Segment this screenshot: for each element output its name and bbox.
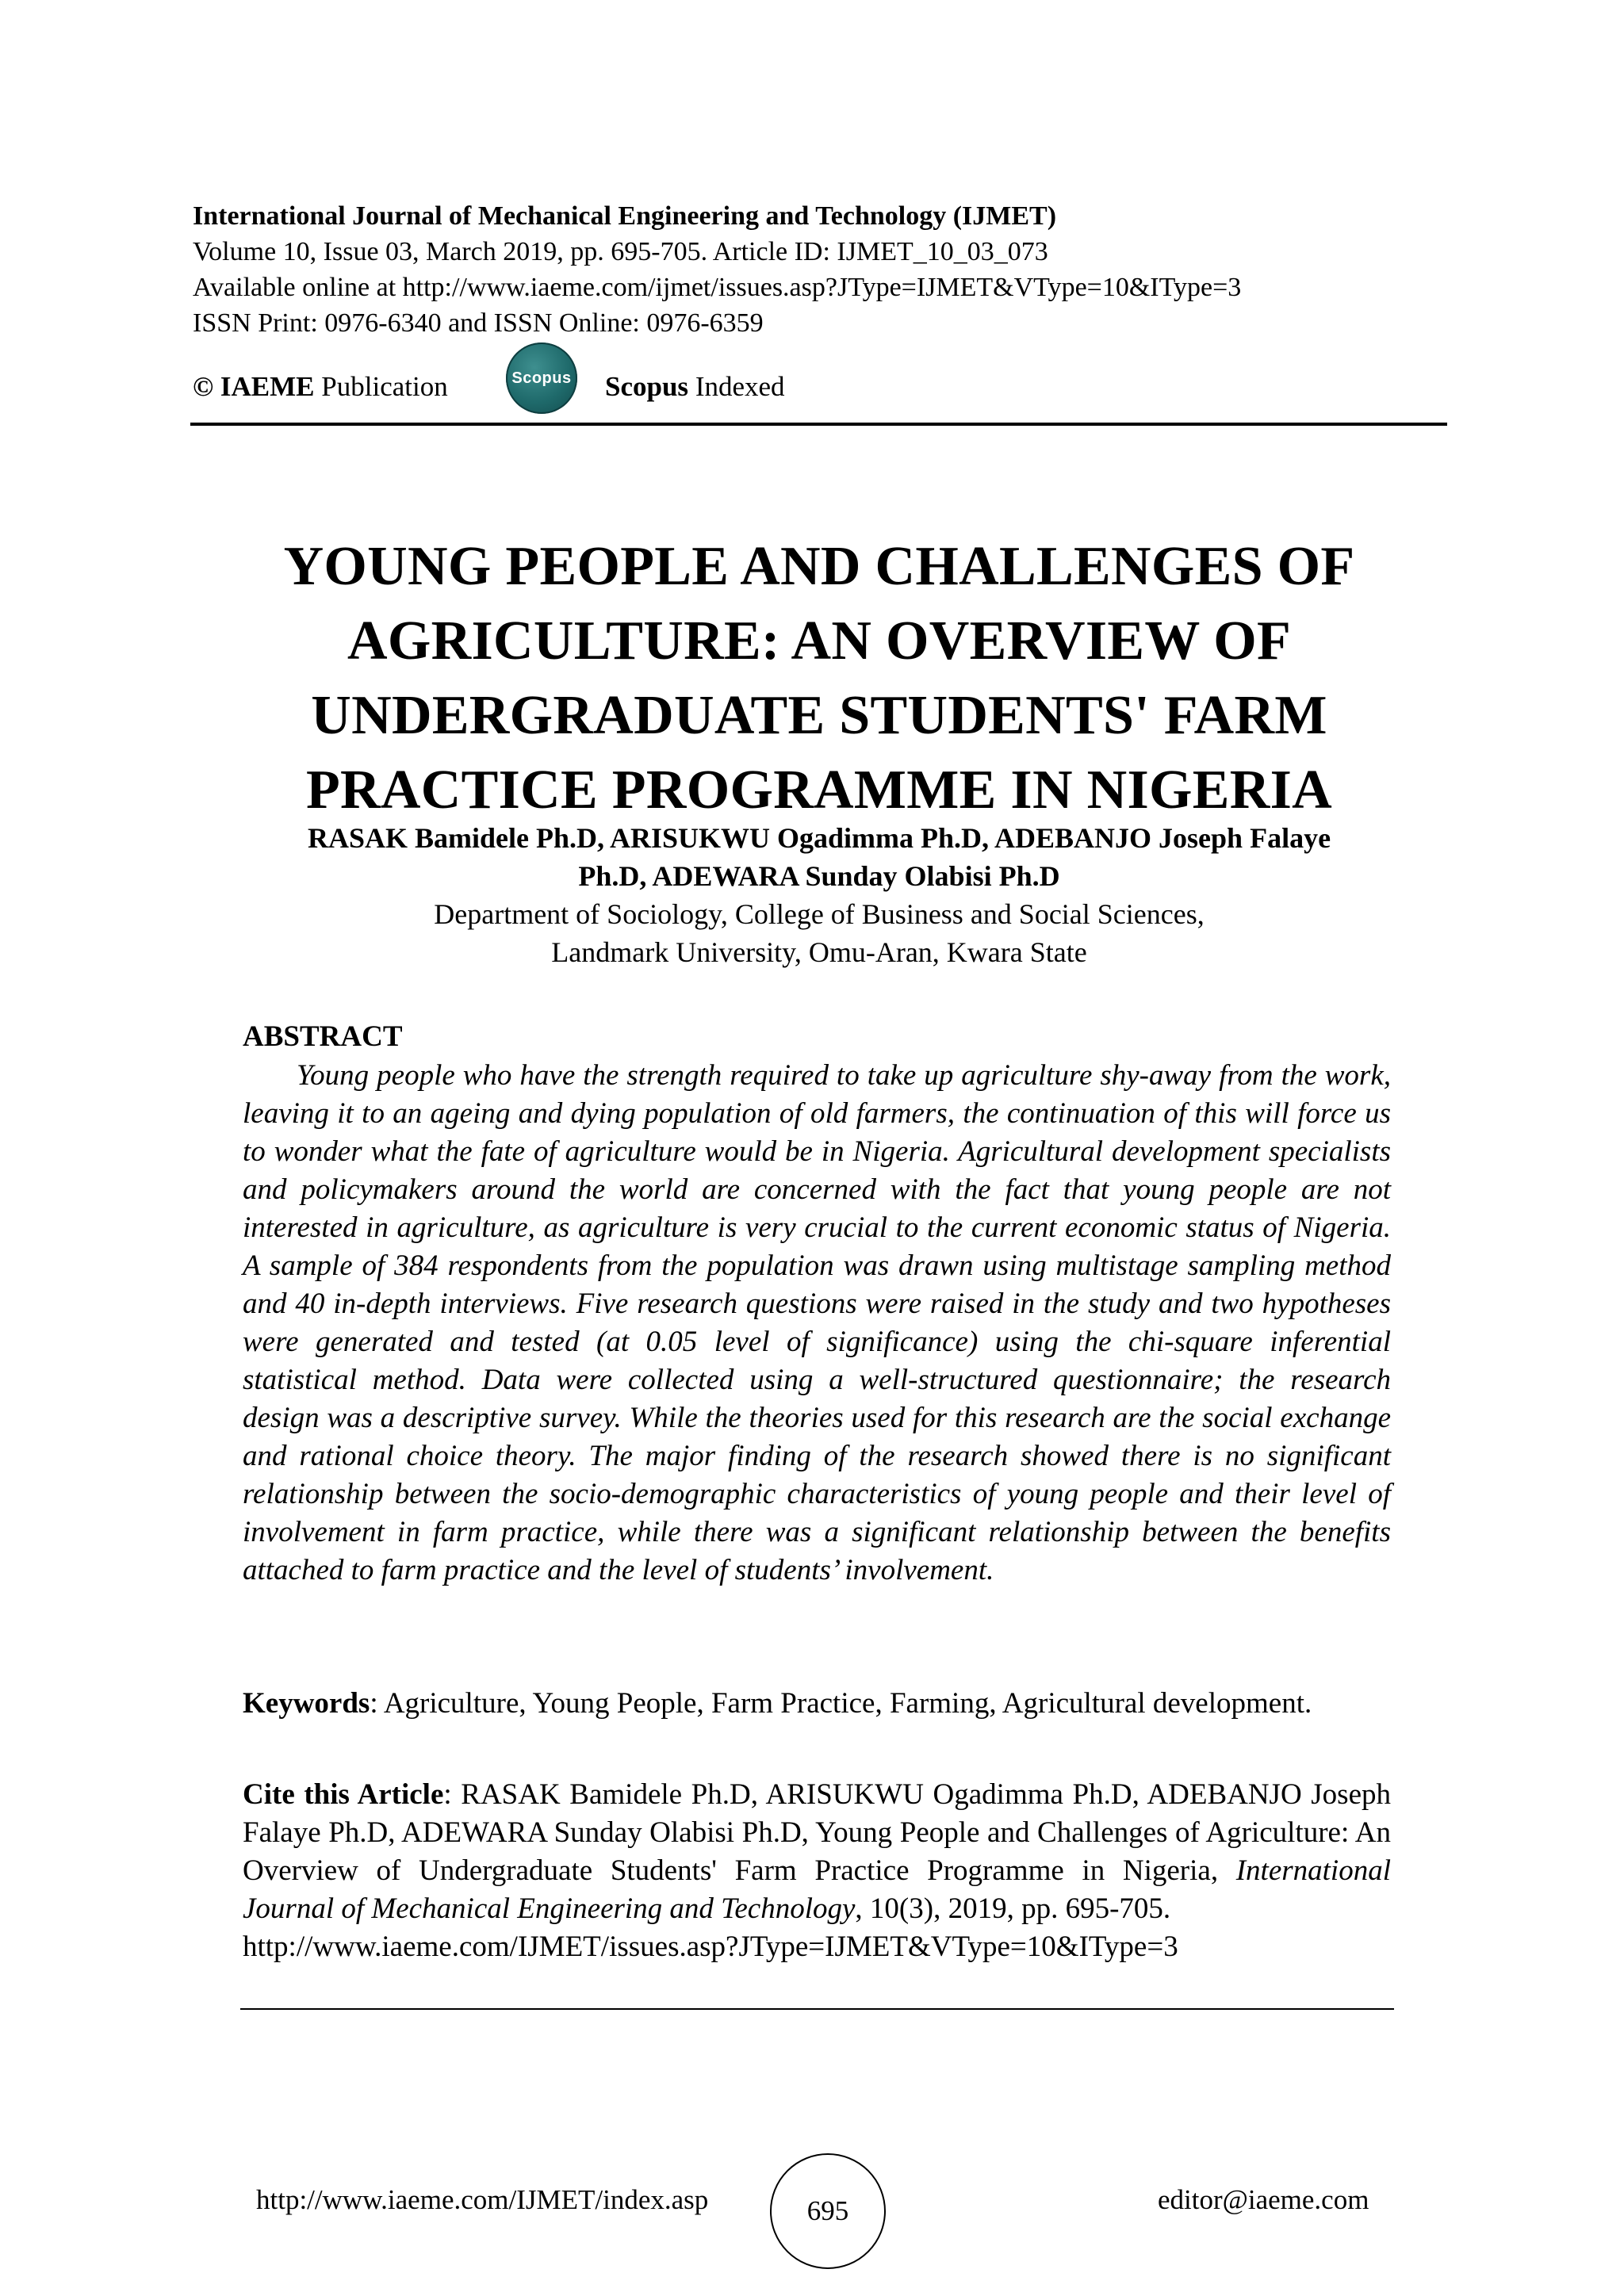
volume-line: Volume 10, Issue 03, March 2019, pp. 695-705. Article ID: IJMET_10_03_073 [193,237,1048,266]
abstract-section [243,1017,1391,1590]
abstract-text: Young people who have the strength required to take up agriculture shy-away from the work, leaving it to an ageing and dying population of old farmers, the continuation of this will force us to wonder what the fate of agriculture would be in Nigeria. Agricultural development specialists and policymakers around the world are concerned with the fact that young people are not interested in agriculture, as agriculture is very crucial to the current economic status of Nigeria. A sample of 384 respondents from the population was drawn using multistage sampling method and 40 in-depth interviews. Five research questions were raised in the study and two hypotheses were generated and tested (at 0.05 level of significance) using the chi-square inferential statistical method. Data were collected using a well-structured questionnaire; the research design was a descriptive survey. While the theories used for this research are the social exchange and rational choice theory. The major finding of the research showed there is no significant relationship between the socio-demographic characteristics of young people and their level of involvement in farm practice, while there was a significant relationship between the benefits attached to farm practice and the level of students’ involvement. [243,1059,1391,1586]
journal-header [193,198,1446,341]
footer-email-link[interactable]: editor@iaeme.com [1158,2184,1369,2215]
scopus-logo-text: Scopus [511,369,572,387]
journal-name: International Journal of Mechanical Engineering and Technology (IJMET) [193,201,1057,231]
header-divider [190,423,1447,426]
title-line-2: AGRICULTURE: AN OVERVIEW OF [347,610,1291,672]
cite-journal: International Journal of Mechanical Engineering and Technology [243,1854,1391,1925]
citation [243,1776,1391,1966]
authors-line-1: RASAK Bamidele Ph.D, ARISUKWU Ogadimma Ph.D, ADEBANJO Joseph Falaye [307,822,1331,854]
page-number: 695 [806,2195,849,2226]
indexed-label: Indexed [695,371,785,402]
author-names [193,819,1446,895]
cite-label: Cite this Article [243,1778,444,1811]
footer-journal-link[interactable]: http://www.iaeme.com/IJMET/index.asp [256,2184,709,2215]
publisher-credit [193,371,448,403]
keywords-label: Keywords [243,1687,370,1720]
scopus-logo-icon [506,342,577,414]
authors-block [193,819,1446,971]
abstract-heading: ABSTRACT [243,1020,403,1053]
scopus-indexed [605,371,785,403]
available-online-line: Available online at http://www.iaeme.com/ijmet/issues.asp?JType=IJMET&VType=10&IType=3 [193,273,1242,302]
issn-line: ISSN Print: 0976-6340 and ISSN Online: 0976-6359 [193,308,764,338]
title-line-1: YOUNG PEOPLE AND CHALLENGES OF [283,536,1355,597]
publication-row [193,369,1446,417]
title-line-4: PRACTICE PROGRAMME IN NIGERIA [306,760,1332,821]
copyright-symbol: © [193,371,214,402]
publisher-suffix: Publication [321,371,448,402]
cite-tail: , 10(3), 2019, pp. 695-705. [855,1892,1171,1925]
page-footer [0,2152,1624,2263]
cite-text: : RASAK Bamidele Ph.D, ARISUKWU Ogadimma Ph.D, ADEBANJO Joseph Falaye Ph.D, ADEWARA Sunday Olabisi Ph.D, Young People and Challenges of Agriculture: An Overview of Undergraduate Students' Farm Practice Programme in Nigeria, [243,1778,1392,1887]
affiliation-line-1: Department of Sociology, College of Business and Social Sciences, [434,898,1205,930]
keywords-text: : Agriculture, Young People, Farm Practice, Farming, Agricultural development. [370,1687,1312,1720]
authors-line-2: Ph.D, ADEWARA Sunday Olabisi Ph.D [578,860,1060,892]
affiliation-line-2: Landmark University, Omu-Aran, Kwara State [551,936,1087,968]
page-number-circle [770,2153,886,2269]
keywords [243,1685,1391,1723]
citation-divider [240,2008,1394,2010]
title-line-3: UNDERGRADUATE STUDENTS' FARM [311,685,1327,746]
scopus-label: Scopus [605,371,689,402]
cite-url-link[interactable]: http://www.iaeme.com/IJMET/issues.asp?JType=IJMET&VType=10&IType=3 [243,1931,1178,1963]
paper-title [193,530,1446,828]
publisher-name: IAEME [220,371,315,402]
